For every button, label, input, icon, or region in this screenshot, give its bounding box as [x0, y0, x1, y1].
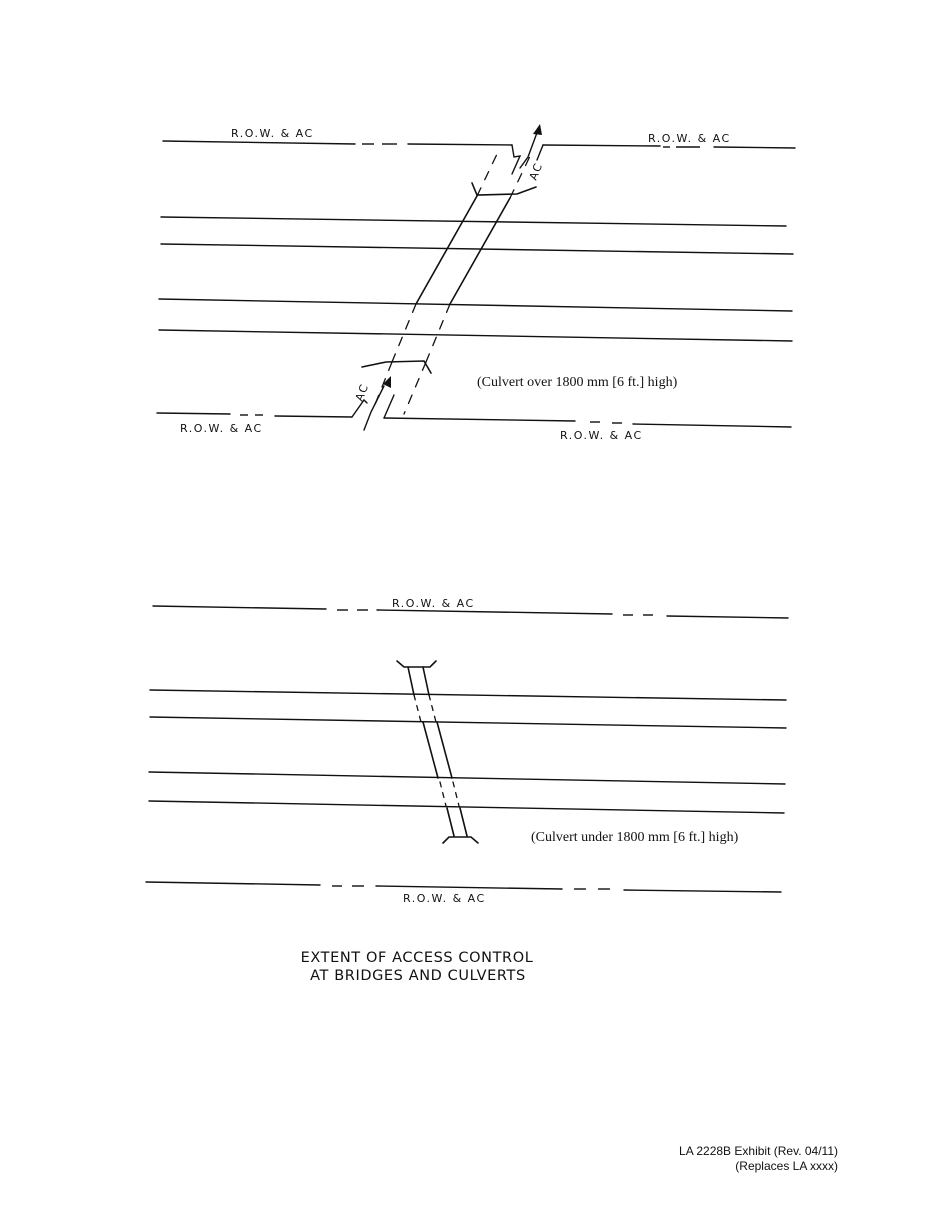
- culvert-right-wall-under-road: [426, 304, 450, 362]
- ac-label: AC: [526, 160, 546, 183]
- row-line-bottom-right-end: [633, 424, 791, 427]
- culvert-left-wall-under-road: [392, 304, 416, 362]
- title-line-2: AT BRIDGES AND CULVERTS: [310, 968, 526, 984]
- culvert-over-caption: (Culvert over 1800 mm [6 ft.] high): [477, 375, 678, 390]
- headwall-lower: [443, 837, 478, 843]
- roadway-line: [150, 690, 786, 700]
- culvert-left-wall: [416, 196, 477, 304]
- row-line-top-left: [163, 141, 355, 144]
- culvert-right-wall: [460, 808, 467, 836]
- row-label: R.O.W. & AC: [231, 127, 314, 140]
- roadway-line: [149, 801, 784, 813]
- row-line-top-mid: [377, 610, 612, 614]
- roadway-line: [161, 244, 793, 254]
- culvert-under-diagram: [146, 597, 788, 905]
- culvert-right-wall-under-road: [453, 782, 459, 806]
- roadway-line: [149, 772, 785, 784]
- row-line-top-mid: [408, 144, 512, 145]
- culvert-right-wall: [437, 722, 452, 778]
- roadway-line: [161, 217, 786, 226]
- roadway-line: [150, 717, 786, 728]
- row-line-bottom-end: [624, 890, 781, 892]
- ac-label: AC: [352, 381, 372, 404]
- row-line-top-right-end: [714, 147, 795, 148]
- arrow-head-up-icon: [533, 124, 542, 135]
- headwall-lower: [362, 361, 431, 373]
- headwall-upper: [472, 183, 536, 195]
- footer-revision: LA 2228B Exhibit (Rev. 04/11): [679, 1144, 838, 1158]
- row-line-top: [153, 606, 326, 609]
- exhibit-footer: [679, 1144, 838, 1174]
- culvert-over-diagram: [157, 124, 795, 442]
- row-jog-upper-left: [512, 145, 520, 174]
- culvert-right-wall-under-road: [429, 695, 436, 722]
- exhibit-title: [301, 950, 534, 984]
- row-line-bottom-right: [384, 418, 575, 421]
- row-label: R.O.W. & AC: [648, 132, 731, 145]
- culvert-left-wall-extension: [477, 152, 498, 196]
- row-line-bottom: [146, 882, 320, 885]
- row-label: R.O.W. & AC: [392, 597, 475, 610]
- culvert-right-wall: [450, 198, 510, 304]
- row-label: R.O.W. & AC: [403, 892, 486, 905]
- row-line-bottom-mid: [376, 886, 562, 889]
- footer-replaces: (Replaces LA xxxx): [735, 1159, 838, 1173]
- roadway-line: [159, 330, 792, 341]
- culvert-left-wall: [423, 722, 438, 778]
- row-line-bottom-left-end: [275, 416, 352, 417]
- row-jog-upper-right: [537, 145, 543, 160]
- culvert-under-caption: (Culvert under 1800 mm [6 ft.] high): [531, 830, 739, 845]
- culvert-left-wall-under-road: [414, 695, 421, 722]
- row-label: R.O.W. & AC: [560, 429, 643, 442]
- culvert-left-wall-under-road: [440, 782, 446, 806]
- culvert-right-wall-extension: [404, 362, 426, 414]
- row-label: R.O.W. & AC: [180, 422, 263, 435]
- row-line-top-right: [543, 145, 660, 146]
- title-line-1: EXTENT OF ACCESS CONTROL: [300, 950, 534, 966]
- roadway-line: [159, 299, 792, 311]
- row-line-top-end: [667, 616, 788, 618]
- culvert-left-wall: [408, 667, 414, 695]
- row-jog-lower-right: [384, 395, 394, 418]
- row-line-bottom-left: [157, 413, 230, 414]
- culvert-right-wall: [423, 667, 429, 695]
- culvert-left-wall: [447, 808, 454, 836]
- headwall-upper: [397, 661, 436, 667]
